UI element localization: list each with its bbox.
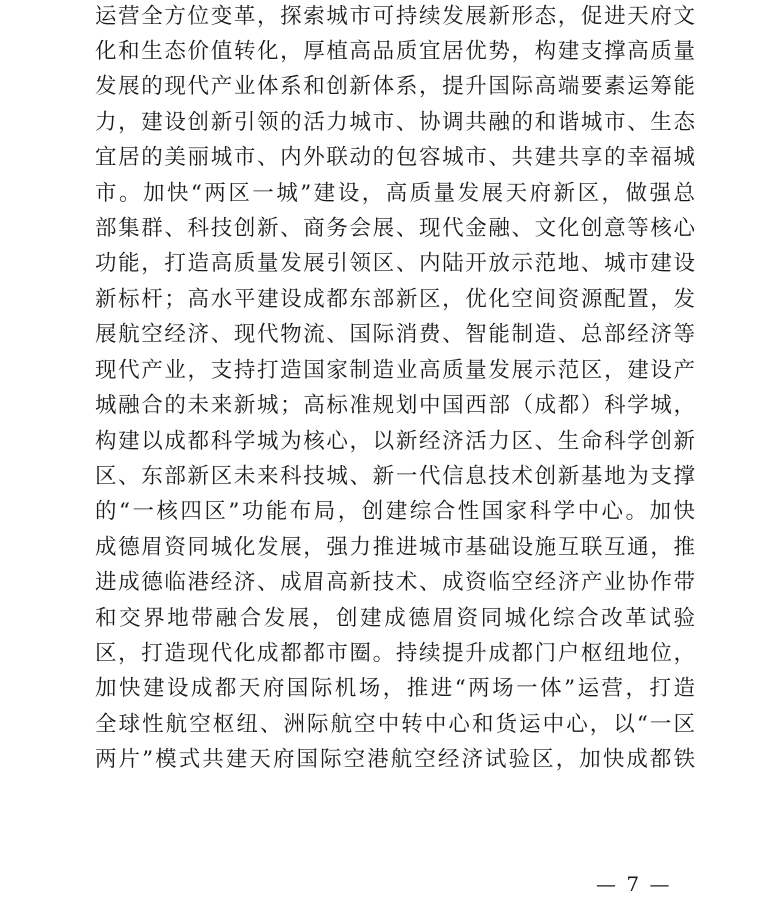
text-line: 两片”模式共建天府国际空港航空经济试验区，加快成都铁 xyxy=(95,747,695,773)
text-line: 成德眉资同城化发展，强力推进城市基础设施互联互通，推 xyxy=(95,534,695,560)
text-line: 展航空经济、现代物流、国际消费、智能制造、总部经济等 xyxy=(95,322,695,348)
text-line: 化和生态价值转化，厚植高品质宜居优势，构建支撑高质量 xyxy=(95,38,695,64)
text-line: 运营全方位变革，探索城市可持续发展新形态，促进天府文 xyxy=(95,3,695,29)
text-line: 和交界地带融合发展，创建成德眉资同城化综合改革试验 xyxy=(95,605,695,631)
text-line: 构建以成都科学城为核心，以新经济活力区、生命科学创新 xyxy=(95,428,695,454)
text-line: 发展的现代产业体系和创新体系，提升国际高端要素运筹能 xyxy=(95,74,695,100)
text-line: 部集群、科技创新、商务会展、现代金融、文化创意等核心 xyxy=(95,216,695,242)
text-line: 新标杆；高水平建设成都东部新区，优化空间资源配置，发 xyxy=(95,286,695,312)
text-line: 市。加快“两区一城”建设，高质量发展天府新区，做强总 xyxy=(95,180,695,206)
text-line: 加快建设成都天府国际机场，推进“两场一体”运营，打造 xyxy=(95,676,695,702)
text-line: 的“一核四区”功能布局，创建综合性国家科学中心。加快 xyxy=(95,499,695,525)
text-line: 进成德临港经济、成眉高新技术、成资临空经济产业协作带 xyxy=(95,570,695,596)
text-line: 区，打造现代化成都都市圈。持续提升成都门户枢纽地位， xyxy=(95,641,695,667)
text-line: 宜居的美丽城市、内外联动的包容城市、共建共享的幸福城 xyxy=(95,145,695,171)
text-line: 全球性航空枢纽、洲际航空中转中心和货运中心，以“一区 xyxy=(95,711,695,737)
text-line: 城融合的未来新城；高标准规划中国西部（成都）科学城， xyxy=(95,393,695,419)
text-line: 功能，打造高质量发展引领区、内陆开放示范地、城市建设 xyxy=(95,251,695,277)
text-line: 区、东部新区未来科技城、新一代信息技术创新基地为支撑 xyxy=(95,463,695,489)
text-line: 力，建设创新引领的活力城市、协调共融的和谐城市、生态 xyxy=(95,109,695,135)
page-number: — 7 — xyxy=(596,872,672,896)
text-line: 现代产业，支持打造国家制造业高质量发展示范区，建设产 xyxy=(95,357,695,383)
